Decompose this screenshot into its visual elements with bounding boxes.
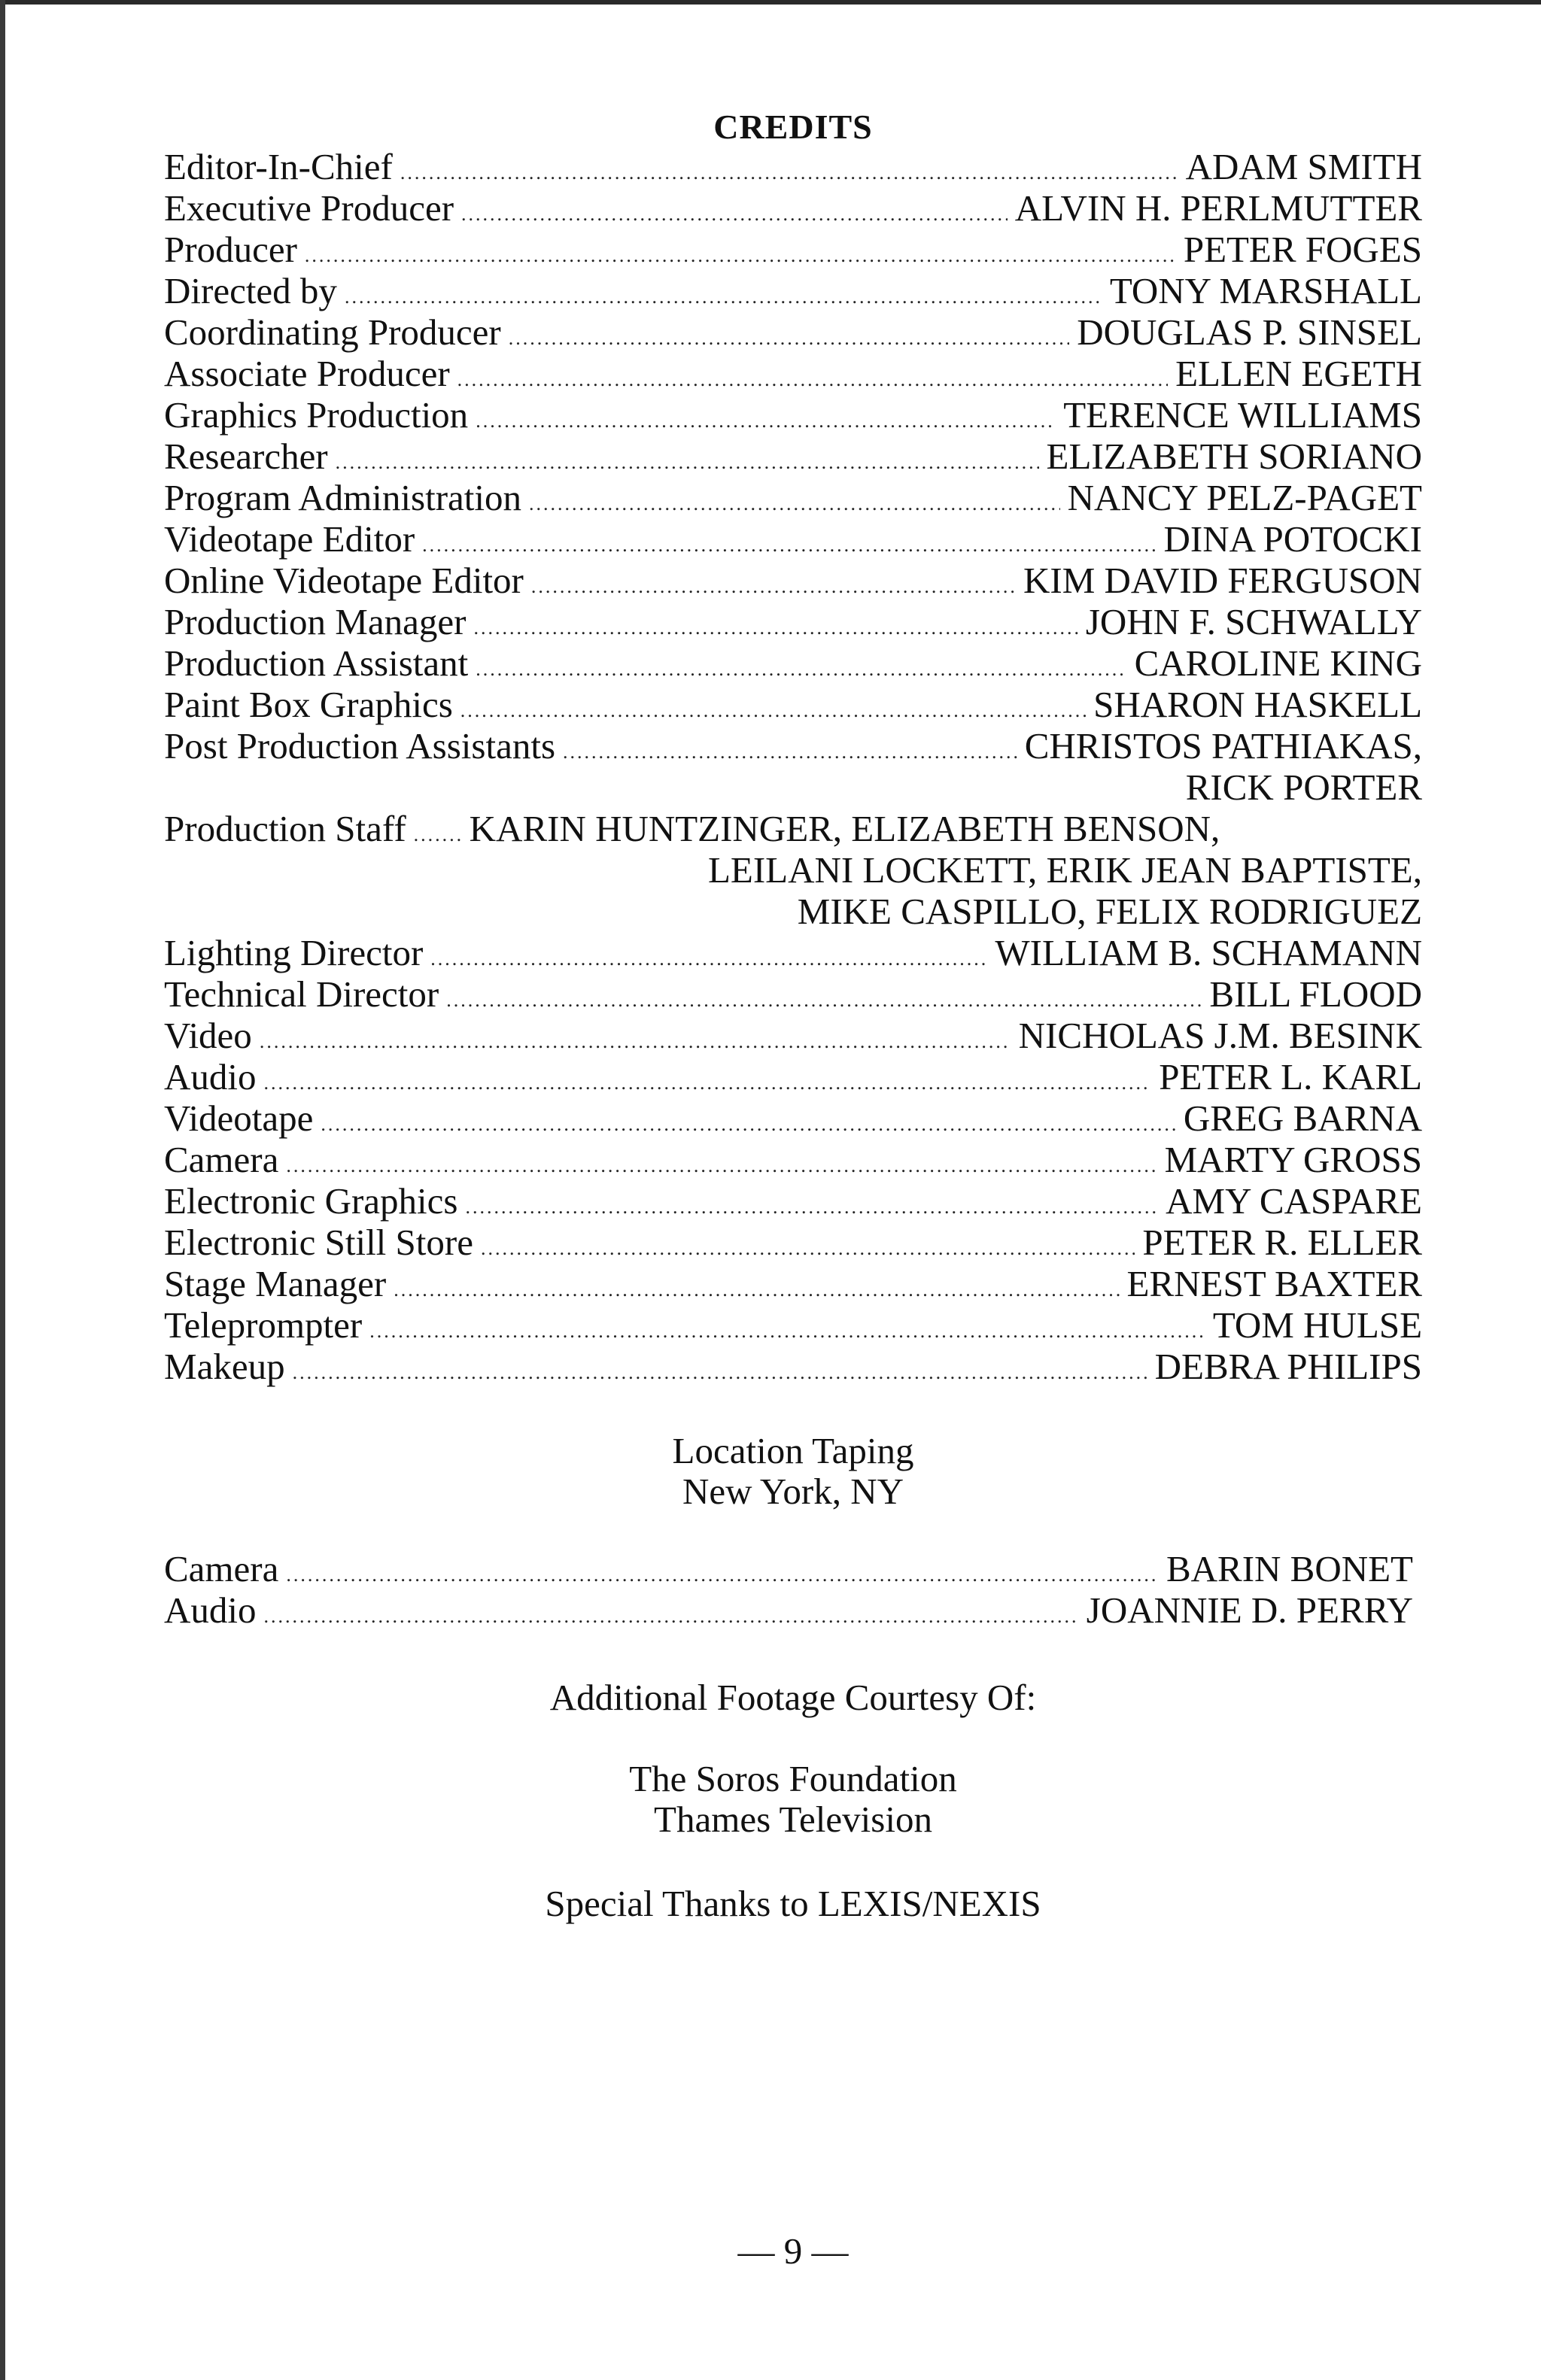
credit-name: MARTY GROSS (1164, 1139, 1422, 1180)
location-credits-list (164, 1548, 1413, 1631)
credit-role: Researcher (164, 436, 328, 477)
credit-row (164, 725, 1422, 767)
credit-row (164, 146, 1422, 187)
courtesy-item: The Soros Foundation (629, 1758, 957, 1799)
credit-row (164, 560, 1422, 601)
dot-leader (529, 483, 1060, 524)
credit-row (164, 1056, 1422, 1097)
credit-role: Directed by (164, 270, 337, 311)
credit-name: TOM HULSE (1212, 1304, 1422, 1346)
credit-row (164, 1548, 1413, 1589)
credit-row (164, 311, 1422, 353)
credit-row (164, 270, 1422, 311)
dot-leader (293, 1352, 1147, 1393)
credit-role: Technical Director (164, 973, 439, 1015)
credit-name: TONY MARSHALL (1109, 270, 1422, 311)
credit-name: DEBRA PHILIPS (1154, 1346, 1422, 1387)
credit-name: CHRISTOS PATHIAKAS, (1024, 725, 1422, 767)
dot-leader (430, 938, 987, 979)
credit-name: KIM DAVID FERGUSON (1023, 560, 1422, 601)
credit-row (164, 684, 1422, 725)
credit-row (164, 1346, 1422, 1387)
credit-name: SHARON HASKELL (1093, 684, 1422, 725)
credit-role: Stage Manager (164, 1263, 387, 1304)
credit-role: Camera (164, 1548, 279, 1589)
credit-row (164, 808, 1422, 849)
credit-row (164, 601, 1422, 642)
credit-name: JOHN F. SCHWALLY (1085, 601, 1422, 642)
credit-row (164, 1139, 1422, 1180)
credit-role: Camera (164, 1139, 279, 1180)
courtesy-item: Thames Television (654, 1799, 932, 1840)
credit-role: Coordinating Producer (164, 311, 501, 353)
credit-name: ERNEST BAXTER (1126, 1263, 1422, 1304)
dot-leader (457, 359, 1168, 400)
credit-name: KARIN HUNTZINGER, ELIZABETH BENSON, (469, 808, 1220, 849)
credit-name: ADAM SMITH (1185, 146, 1422, 187)
credit-role: Post Production Assistants (164, 725, 556, 767)
credit-name: NICHOLAS J.M. BESINK (1018, 1015, 1422, 1056)
dot-leader (563, 731, 1017, 773)
dot-leader (260, 1021, 1011, 1062)
dot-leader (461, 193, 1008, 235)
credit-role: Videotape (164, 1097, 314, 1139)
credit-row (164, 1180, 1422, 1222)
credit-role: Lighting Director (164, 932, 424, 973)
credit-name-continuation: MIKE CASPILLO, FELIX RODRIGUEZ (797, 891, 1422, 932)
credit-name-continuation: LEILANI LOCKETT, ERIK JEAN BAPTISTE, (707, 849, 1422, 891)
dot-leader (476, 648, 1126, 690)
dot-leader (369, 1310, 1205, 1352)
credit-role: Online Videotape Editor (164, 560, 524, 601)
page-edge-top (0, 0, 1541, 5)
credit-role: Teleprompter (164, 1304, 363, 1346)
credit-role: Videotape Editor (164, 518, 415, 560)
credit-name: AMY CASPARE (1166, 1180, 1422, 1222)
credit-role: Associate Producer (164, 353, 450, 394)
credit-role: Producer (164, 229, 297, 270)
credit-role: Production Manager (164, 601, 467, 642)
credit-row (164, 1097, 1422, 1139)
credit-name: BILL FLOOD (1209, 973, 1422, 1015)
credit-role: Video (164, 1015, 252, 1056)
credit-role: Graphics Production (164, 394, 469, 436)
courtesy-list (164, 1759, 1422, 1840)
dot-leader (286, 1554, 1159, 1595)
location-title: Location Taping (672, 1430, 914, 1471)
dot-leader (305, 235, 1176, 276)
credit-row (164, 1304, 1422, 1346)
dot-leader (394, 1269, 1119, 1310)
credit-role: Makeup (164, 1346, 285, 1387)
credit-role: Executive Producer (164, 187, 454, 229)
credit-name: DOUGLAS P. SINSEL (1077, 311, 1422, 353)
credit-role: Electronic Graphics (164, 1180, 458, 1222)
page-edge-left (0, 0, 5, 2380)
credits-list (164, 146, 1422, 1387)
credit-name: PETER L. KARL (1159, 1056, 1422, 1097)
credit-row (164, 1589, 1413, 1631)
credit-role: Audio (164, 1056, 257, 1097)
credit-row (164, 1015, 1422, 1056)
credit-name: PETER FOGES (1183, 229, 1422, 270)
dot-leader (465, 1186, 1158, 1228)
dot-leader (531, 566, 1016, 607)
page-number: — 9 — (737, 2230, 849, 2272)
credit-row (164, 477, 1422, 518)
credit-row (164, 1263, 1422, 1304)
credit-name: ALVIN H. PERLMUTTER (1014, 187, 1422, 229)
credit-row (164, 436, 1422, 477)
credits-heading: CREDITS (713, 108, 873, 146)
credit-row (164, 229, 1422, 270)
credit-name: NANCY PELZ-PAGET (1067, 477, 1422, 518)
credit-name: BARIN BONET (1166, 1548, 1413, 1589)
credit-role: Production Staff (164, 808, 406, 849)
dot-leader (264, 1595, 1079, 1637)
dot-leader (509, 317, 1070, 359)
credit-role: Program Administration (164, 477, 521, 518)
credit-name: CAROLINE KING (1134, 642, 1422, 684)
credit-name: JOANNIE D. PERRY (1086, 1589, 1413, 1631)
credit-name: ELLEN EGETH (1175, 353, 1422, 394)
dot-leader (264, 1062, 1152, 1103)
credit-row (164, 353, 1422, 394)
dot-leader (321, 1103, 1175, 1145)
credit-name: ELIZABETH SORIANO (1046, 436, 1422, 477)
location-city: New York, NY (682, 1471, 904, 1512)
credit-name-continuation: RICK PORTER (1185, 767, 1422, 808)
credit-row (164, 932, 1422, 973)
dot-leader (414, 814, 462, 855)
credit-name: TERENCE WILLIAMS (1063, 394, 1422, 436)
special-thanks: Special Thanks to LEXIS/NEXIS (545, 1883, 1041, 1924)
dot-leader (473, 607, 1077, 648)
dot-leader (481, 1228, 1135, 1269)
credit-continuation-row (164, 767, 1422, 808)
credit-role: Production Assistant (164, 642, 469, 684)
credit-row (164, 394, 1422, 436)
credit-role: Editor-In-Chief (164, 146, 393, 187)
credit-name: PETER R. ELLER (1142, 1222, 1422, 1263)
credit-row (164, 1222, 1422, 1263)
credit-row (164, 973, 1422, 1015)
credit-continuation-row (164, 891, 1422, 932)
courtesy-heading: Additional Footage Courtesy Of: (549, 1677, 1037, 1718)
credit-row (164, 187, 1422, 229)
credit-role: Paint Box Graphics (164, 684, 453, 725)
credit-role: Audio (164, 1589, 257, 1631)
credit-name: DINA POTOCKI (1163, 518, 1422, 560)
credit-name: WILLIAM B. SCHAMANN (995, 932, 1422, 973)
credit-row (164, 518, 1422, 560)
credit-continuation-row (164, 849, 1422, 891)
credit-row (164, 642, 1422, 684)
dot-leader (476, 400, 1056, 442)
credit-name: GREG BARNA (1183, 1097, 1422, 1139)
location-heading (164, 1431, 1422, 1512)
credit-role: Electronic Still Store (164, 1222, 473, 1263)
